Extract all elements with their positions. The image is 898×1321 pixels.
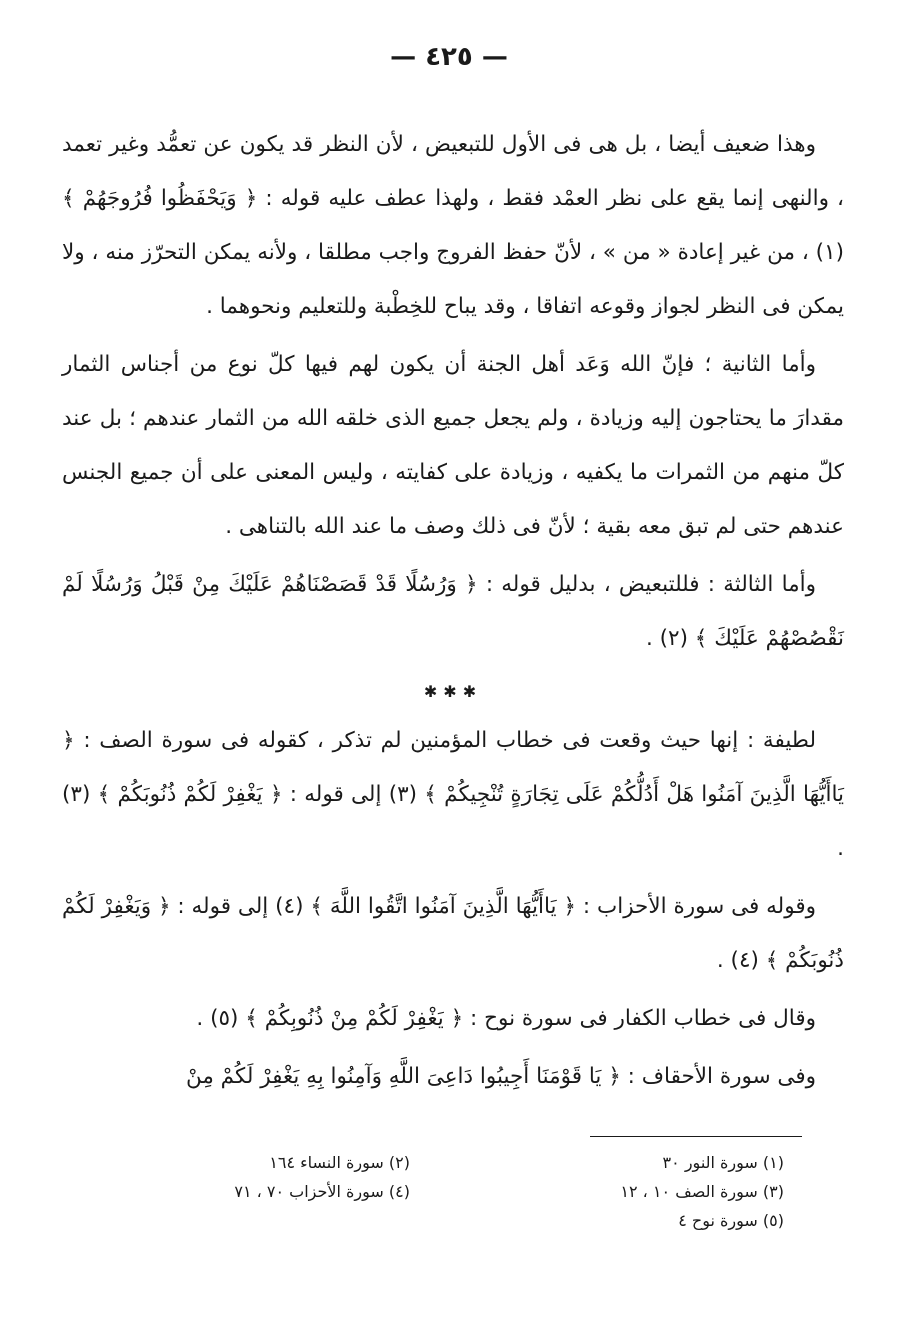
footnote-row	[150, 1206, 784, 1235]
footnote-1: (١) سورة النور ٣٠	[662, 1153, 784, 1172]
footnotes	[150, 1148, 784, 1235]
paragraph-2: وأما الثانية ؛ فإنّ الله وَعَد أهل الجنة أن يكون لهم فيها كلّ نوع من أجناس الثمار مقدارَ ما يحتاجون إليه وزيادة ، ولم يجعل جميع الذى خلقه الله من الثمار عندهم ؛ بل عند كلّ منهم من الثمرات ما يكفيه ، وزيادة على كفايته ، وليس المعنى على أن جميع الجنس عندهم حتى لم تبق معه بقية ؛ لأنّ فى ذلك وصف ما عند الله بالتناهى .	[62, 352, 844, 539]
footnote-4: (٤) سورة الأحزاب ٧٠ ، ٧١	[234, 1182, 410, 1201]
paragraph-4: لطيفة : إنها حيث وقعت فى خطاب المؤمنين لم تذكر ، كقوله فى سورة الصف : ﴿ يَاأَيُّهَا الَّذِينَ آمَنُوا هَلْ أَدُلُّكُمْ عَلَى تِجَارَةٍ تُنْجِيكُمْ ﴾ (٣) إلى قوله : ﴿ يَغْفِرْ لَكُمْ ذُنُوبَكُمْ ﴾ (٣) .	[62, 728, 844, 861]
footnote-row	[150, 1148, 784, 1177]
footnote-row	[150, 1177, 784, 1206]
footnote-3: (٣) سورة الصف ١٠ ، ١٢	[620, 1182, 784, 1201]
footnote-5: (٥) سورة نوح ٤	[678, 1211, 784, 1230]
footnote-rule	[590, 1136, 802, 1137]
page-number: — ٤٢٥ —	[390, 42, 508, 72]
section-separator: ✱✱✱	[423, 682, 483, 701]
paragraph-3: وأما الثالثة : فللتبعيض ، بدليل قوله : ﴿ وَرُسُلًا قَدْ قَصَصْنَاهُمْ عَلَيْكَ مِنْ قَبْلُ وَرُسُلًا لَمْ نَقْصُصْهُمْ عَلَيْكَ ﴾ (٢) .	[62, 572, 844, 651]
paragraph-7: وفى سورة الأحقاف : ﴿ يَا قَوْمَنَا أَجِيبُوا دَاعِىَ اللَّهِ وَآمِنُوا بِهِ يَغْفِرْ لَكُمْ مِنْ	[185, 1064, 816, 1089]
paragraph-5: وقوله فى سورة الأحزاب : ﴿ يَاأَيُّهَا الَّذِينَ آمَنُوا اتَّقُوا اللَّهَ ﴾ (٤) إلى قوله : ﴿ وَيَغْفِرْ لَكُمْ ذُنُوبَكُمْ ﴾ (٤) .	[62, 894, 844, 973]
paragraph-6: وقال فى خطاب الكفار فى سورة نوح : ﴿ يَغْفِرْ لَكُمْ مِنْ ذُنُوبِكُمْ ﴾ (٥) .	[196, 1006, 816, 1031]
page-body	[62, 118, 844, 1104]
paragraph-1: وهذا ضعيف أيضا ، بل هى فى الأول للتبعيض ، لأن النظر قد يكون عن تعمُّد وغير تعمد ، والنهى إنما يقع على نظر العمْد فقط ، ولهذا عطف عليه قوله : ﴿ وَيَحْفَظُوا فُرُوجَهُمْ ﴾ (١) ، من غير إعادة « من » ، لأنّ حفظ الفروج واجب مطلقا ، ولأنه يمكن التحرّز منه ، ولا يمكن فى النظر لجواز وقوعه اتفاقا ، وقد يباح للخِطْبة وللتعليم ونحوهما .	[62, 132, 844, 319]
footnote-2: (٢) سورة النساء ١٦٤	[269, 1153, 410, 1172]
